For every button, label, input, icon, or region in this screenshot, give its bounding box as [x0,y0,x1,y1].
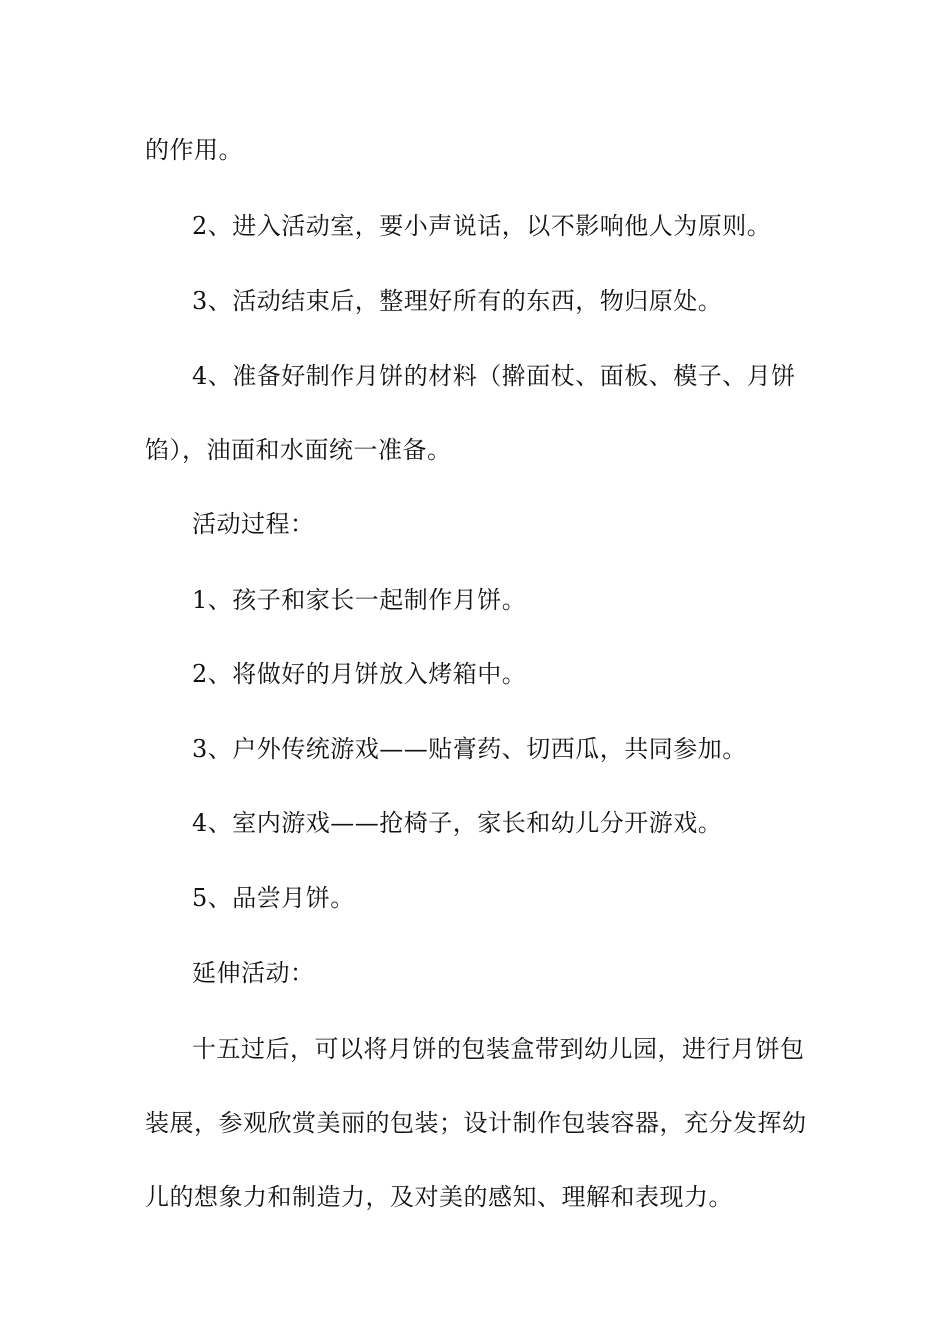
text-line: 儿的想象力和制造力，及对美的感知、理解和表现力。 [145,1183,733,1211]
text-line: 4、室内游戏——抢椅子，家长和幼儿分开游戏。 [192,809,723,837]
text-line: 5、品尝月饼。 [192,884,355,912]
text-line: 十五过后，可以将月饼的包装盒带到幼儿园，进行月饼包 [192,1035,805,1063]
text-line: 装展，参观欣赏美丽的包装；设计制作包装容器，充分发挥幼 [145,1109,807,1137]
text-line: 3、活动结束后，整理好所有的东西，物归原处。 [192,287,723,315]
section-heading: 活动过程： [192,510,315,538]
text-line: 的作用。 [145,136,243,164]
section-heading: 延伸活动： [192,959,315,987]
text-line: 2、将做好的月饼放入烤箱中。 [192,660,527,688]
text-line: 1、孩子和家长一起制作月饼。 [192,586,527,614]
text-line: 3、户外传统游戏——贴膏药、切西瓜，共同参加。 [192,735,747,763]
text-line: 2、进入活动室，要小声说话，以不影响他人为原则。 [192,212,772,240]
text-line: 4、准备好制作月饼的材料（擀面杖、面板、模子、月饼 [192,362,796,390]
text-line: 馅），油面和水面统一准备。 [145,436,452,464]
